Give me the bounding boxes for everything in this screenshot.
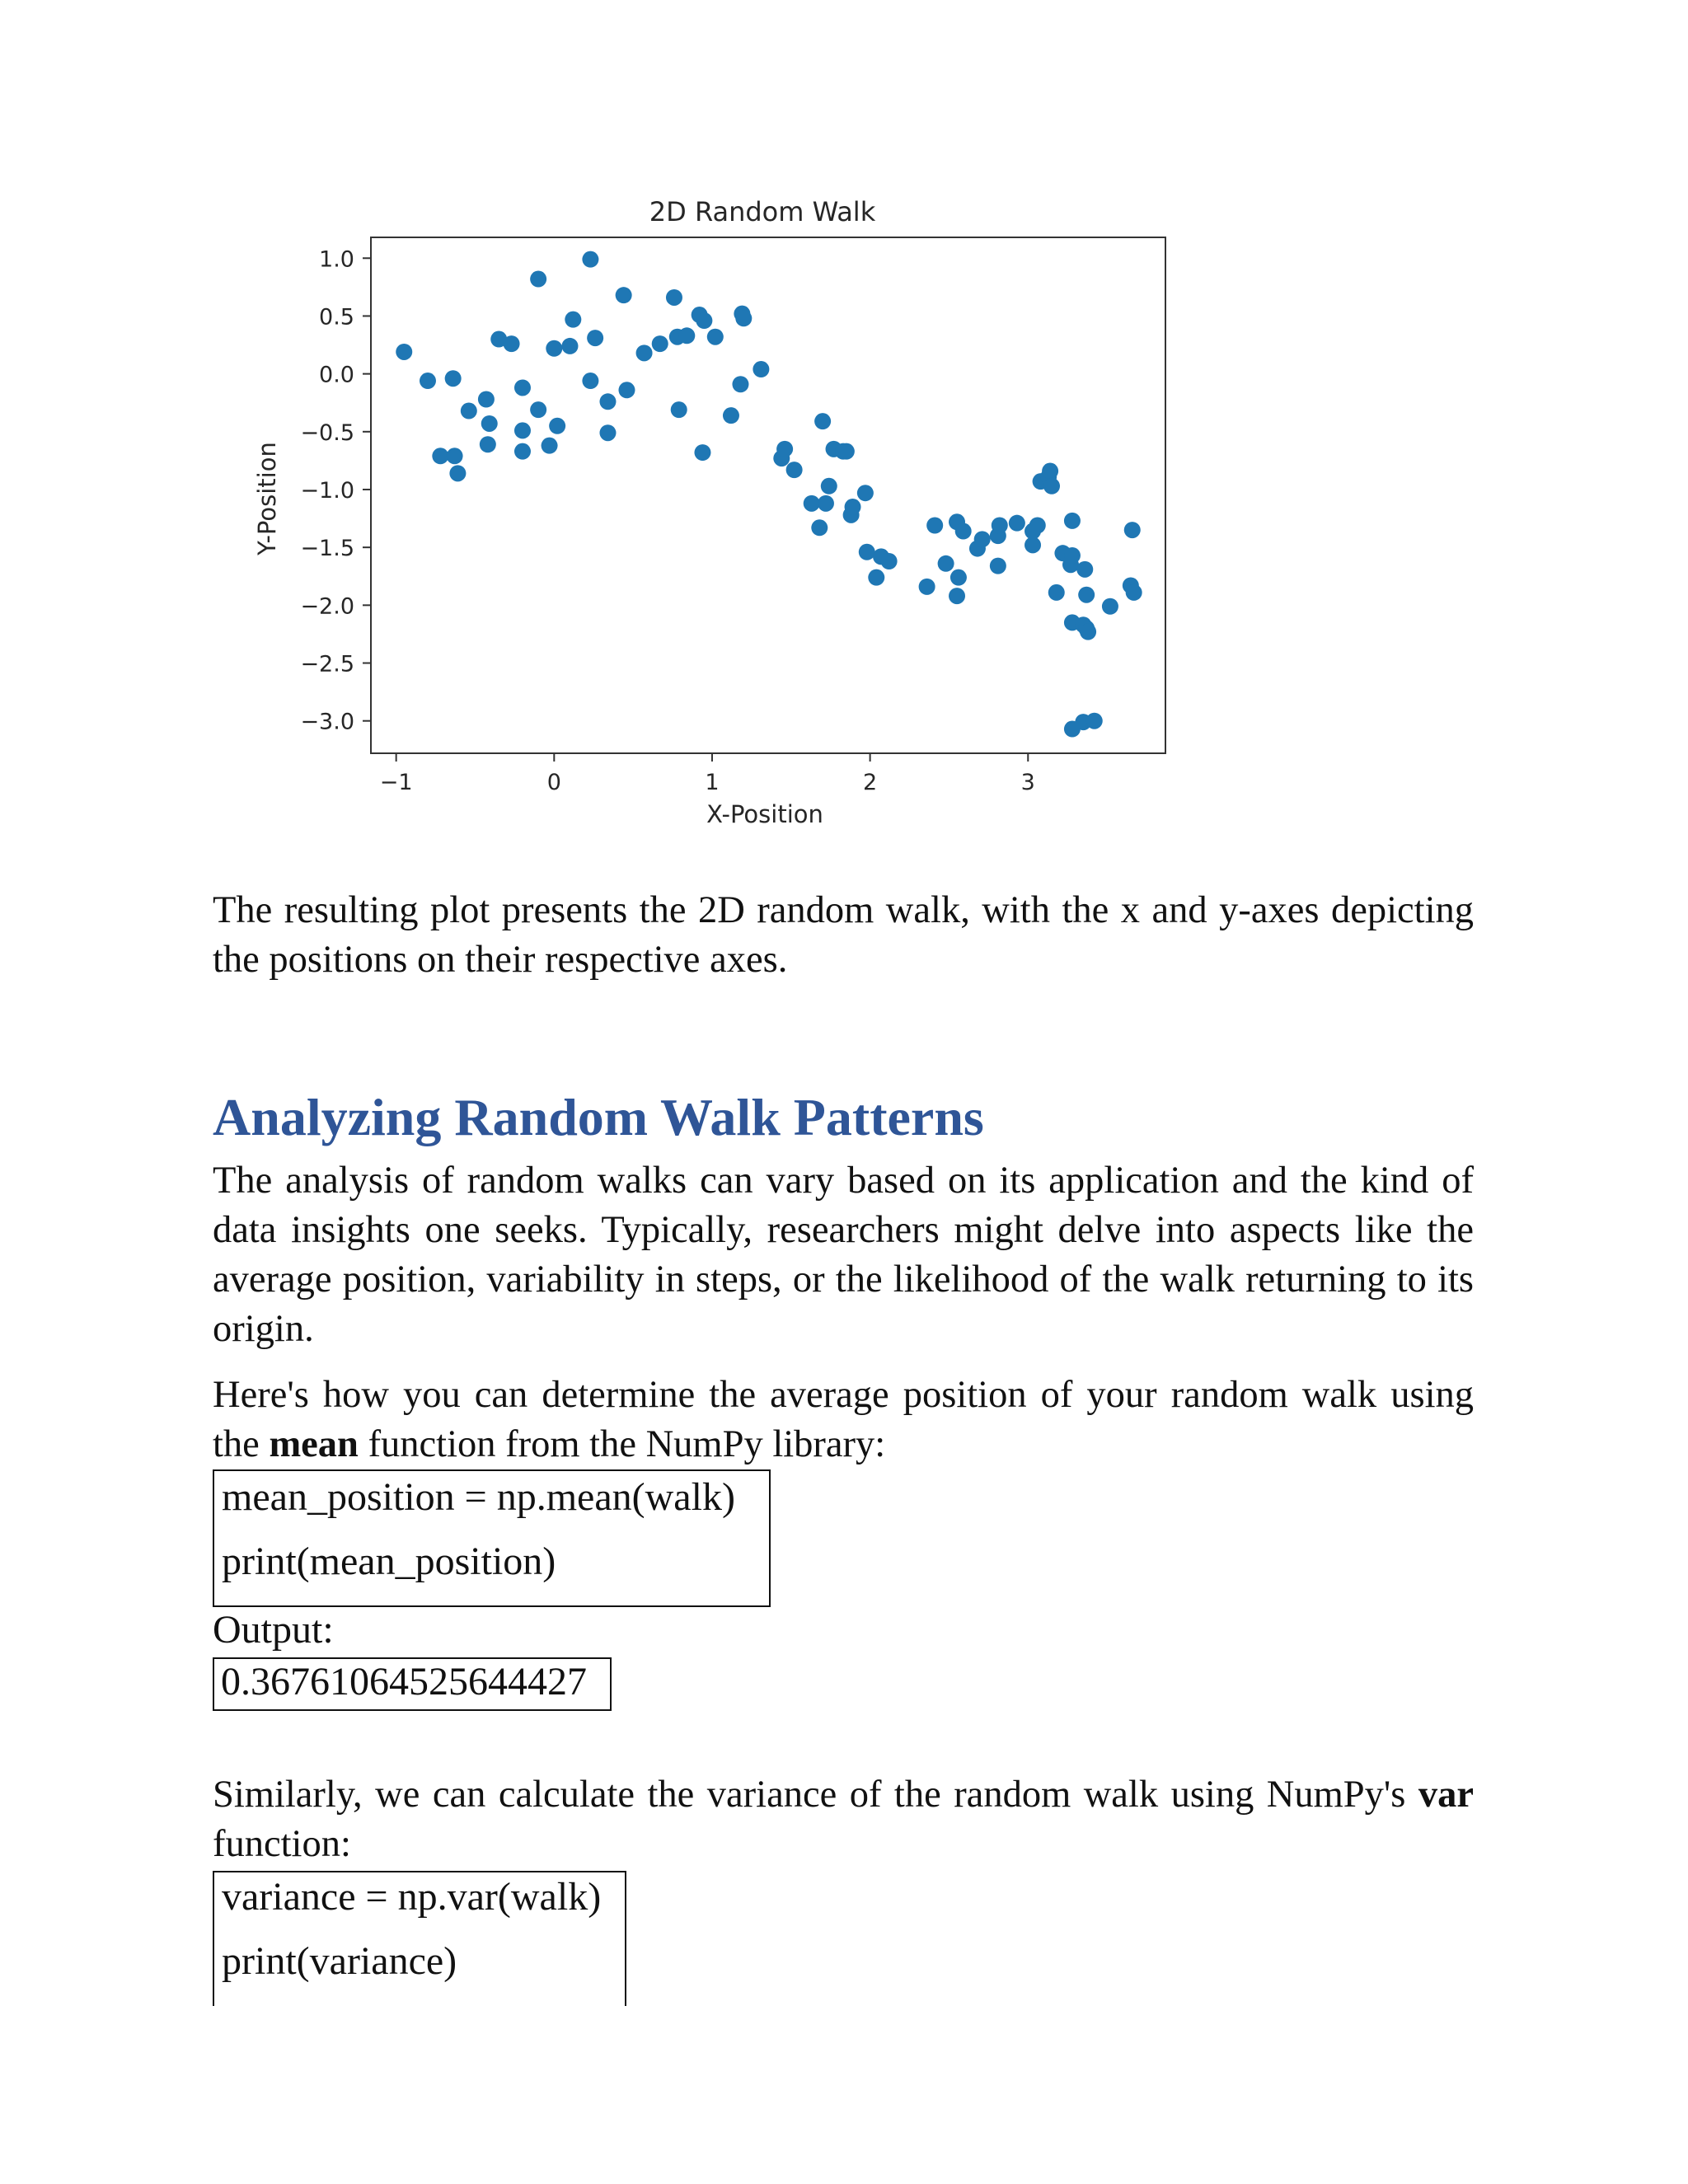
data-point (1064, 513, 1081, 529)
mean-keyword: mean (269, 1423, 359, 1465)
data-points (396, 251, 1142, 738)
x-tick-label: 3 (1020, 770, 1035, 795)
output-value: 0.36761064525644427 (213, 1657, 612, 1711)
data-point (1124, 522, 1141, 538)
data-point (618, 382, 635, 398)
data-point (1086, 713, 1103, 729)
data-point (599, 424, 616, 441)
data-point (776, 441, 793, 457)
data-point (530, 401, 546, 418)
data-point (696, 312, 712, 329)
data-point (542, 438, 558, 454)
data-point (919, 579, 935, 595)
data-point (723, 407, 739, 424)
data-point (480, 436, 496, 452)
y-tick-label: 0.0 (319, 362, 354, 388)
var-keyword: var (1418, 1774, 1474, 1816)
data-point (599, 393, 616, 410)
data-point (818, 495, 834, 512)
data-point (582, 373, 598, 389)
data-point (565, 312, 581, 328)
data-point (445, 370, 462, 387)
plot-area (371, 237, 1165, 753)
data-point (582, 251, 598, 268)
data-point (636, 344, 653, 361)
mean-intro-text-end: function from the NumPy library: (358, 1423, 886, 1465)
code-line: print(mean_position) (222, 1540, 556, 1583)
paragraph-analysis: The analysis of random walks can vary based on its application and the kind of data insights one seeks. Typically, researchers might delve into aspects like the average position, variability in steps, or the likelihood of the walk returning to its origin. (213, 1160, 1474, 1350)
data-point (447, 448, 463, 464)
data-point (587, 330, 603, 346)
data-point (732, 376, 748, 392)
data-point (671, 401, 687, 418)
data-point (666, 289, 682, 306)
data-point (821, 478, 837, 494)
x-tick-label: −1 (379, 770, 413, 795)
y-tick-label: −1.5 (300, 536, 354, 562)
y-tick-label: −0.5 (300, 419, 354, 446)
y-tick-label: 1.0 (319, 246, 354, 273)
chart-title: 2D Random Walk (649, 196, 876, 227)
output-label: Output: (213, 1608, 334, 1652)
data-point (859, 544, 875, 560)
data-point (546, 340, 562, 357)
data-point (950, 569, 967, 586)
data-point (786, 462, 803, 478)
data-point (811, 519, 828, 536)
data-point (1009, 515, 1025, 532)
x-tick-label: 1 (705, 770, 720, 795)
data-point (735, 310, 752, 326)
data-point (1126, 584, 1142, 601)
code-block-variance (213, 1871, 626, 2006)
data-point (1080, 624, 1096, 640)
data-point (478, 391, 495, 408)
code-block-mean (213, 1469, 771, 1607)
y-tick-label: −3.0 (300, 709, 354, 735)
paragraph-mean-intro (213, 1371, 1474, 1469)
data-point (1043, 478, 1060, 494)
data-point (514, 422, 531, 438)
y-tick-label: 0.5 (319, 304, 354, 330)
data-point (514, 443, 531, 460)
data-point (1042, 463, 1058, 480)
data-point (955, 523, 972, 540)
data-point (974, 531, 991, 547)
data-point (926, 517, 943, 533)
data-point (504, 335, 520, 352)
data-point (992, 517, 1008, 533)
data-point (694, 444, 710, 461)
code-line: print(variance) (222, 1939, 457, 1983)
data-point (707, 329, 724, 345)
data-point (1029, 517, 1046, 533)
data-point (1064, 547, 1081, 564)
scatter-chart (0, 0, 1688, 857)
x-axis (380, 753, 1035, 795)
data-point (561, 338, 578, 354)
variance-intro-text: Similarly, we can calculate the variance of the random walk using NumPy's (213, 1774, 1418, 1816)
data-point (881, 553, 898, 569)
data-point (514, 379, 531, 396)
paragraph-variance-intro (213, 1770, 1474, 1869)
data-point (530, 271, 546, 288)
section-heading: Analyzing Random Walk Patterns (213, 1088, 984, 1146)
x-axis-label: X-Position (706, 800, 823, 828)
data-point (549, 418, 565, 434)
data-point (990, 558, 1006, 574)
data-point (949, 588, 965, 604)
data-point (857, 485, 874, 501)
data-point (938, 555, 954, 572)
data-point (449, 465, 466, 481)
code-line: variance = np.var(walk) (222, 1875, 602, 1919)
data-point (420, 373, 436, 389)
y-tick-label: −2.5 (300, 651, 354, 677)
x-tick-label: 2 (863, 770, 878, 795)
data-point (1048, 584, 1065, 601)
data-point (481, 415, 498, 432)
data-point (432, 448, 448, 464)
data-point (652, 335, 668, 352)
data-point (1076, 561, 1093, 578)
code-line: mean_position = np.mean(walk) (222, 1475, 735, 1519)
data-point (845, 499, 861, 515)
data-point (1078, 587, 1095, 603)
data-point (804, 495, 820, 512)
y-tick-label: −2.0 (300, 593, 354, 620)
paragraph-plot-description: The resulting plot presents the 2D random walk, with the x and y-axes depicting the positions on their respective axes. (213, 889, 1474, 981)
y-axis-label: Y-Position (253, 442, 281, 555)
data-point (753, 361, 769, 377)
data-point (616, 287, 632, 303)
mean-intro-text: Here's how you can determine the average position of your random walk using the (213, 1374, 1474, 1465)
data-point (814, 413, 831, 429)
x-tick-label: 0 (546, 770, 561, 795)
data-point (868, 569, 884, 586)
data-point (678, 327, 695, 344)
data-point (461, 403, 477, 419)
variance-intro-text-end: function: (213, 1823, 351, 1865)
data-point (396, 344, 412, 360)
data-point (1102, 598, 1118, 615)
data-point (838, 443, 855, 460)
y-tick-label: −1.0 (300, 477, 354, 504)
y-axis (300, 246, 371, 734)
